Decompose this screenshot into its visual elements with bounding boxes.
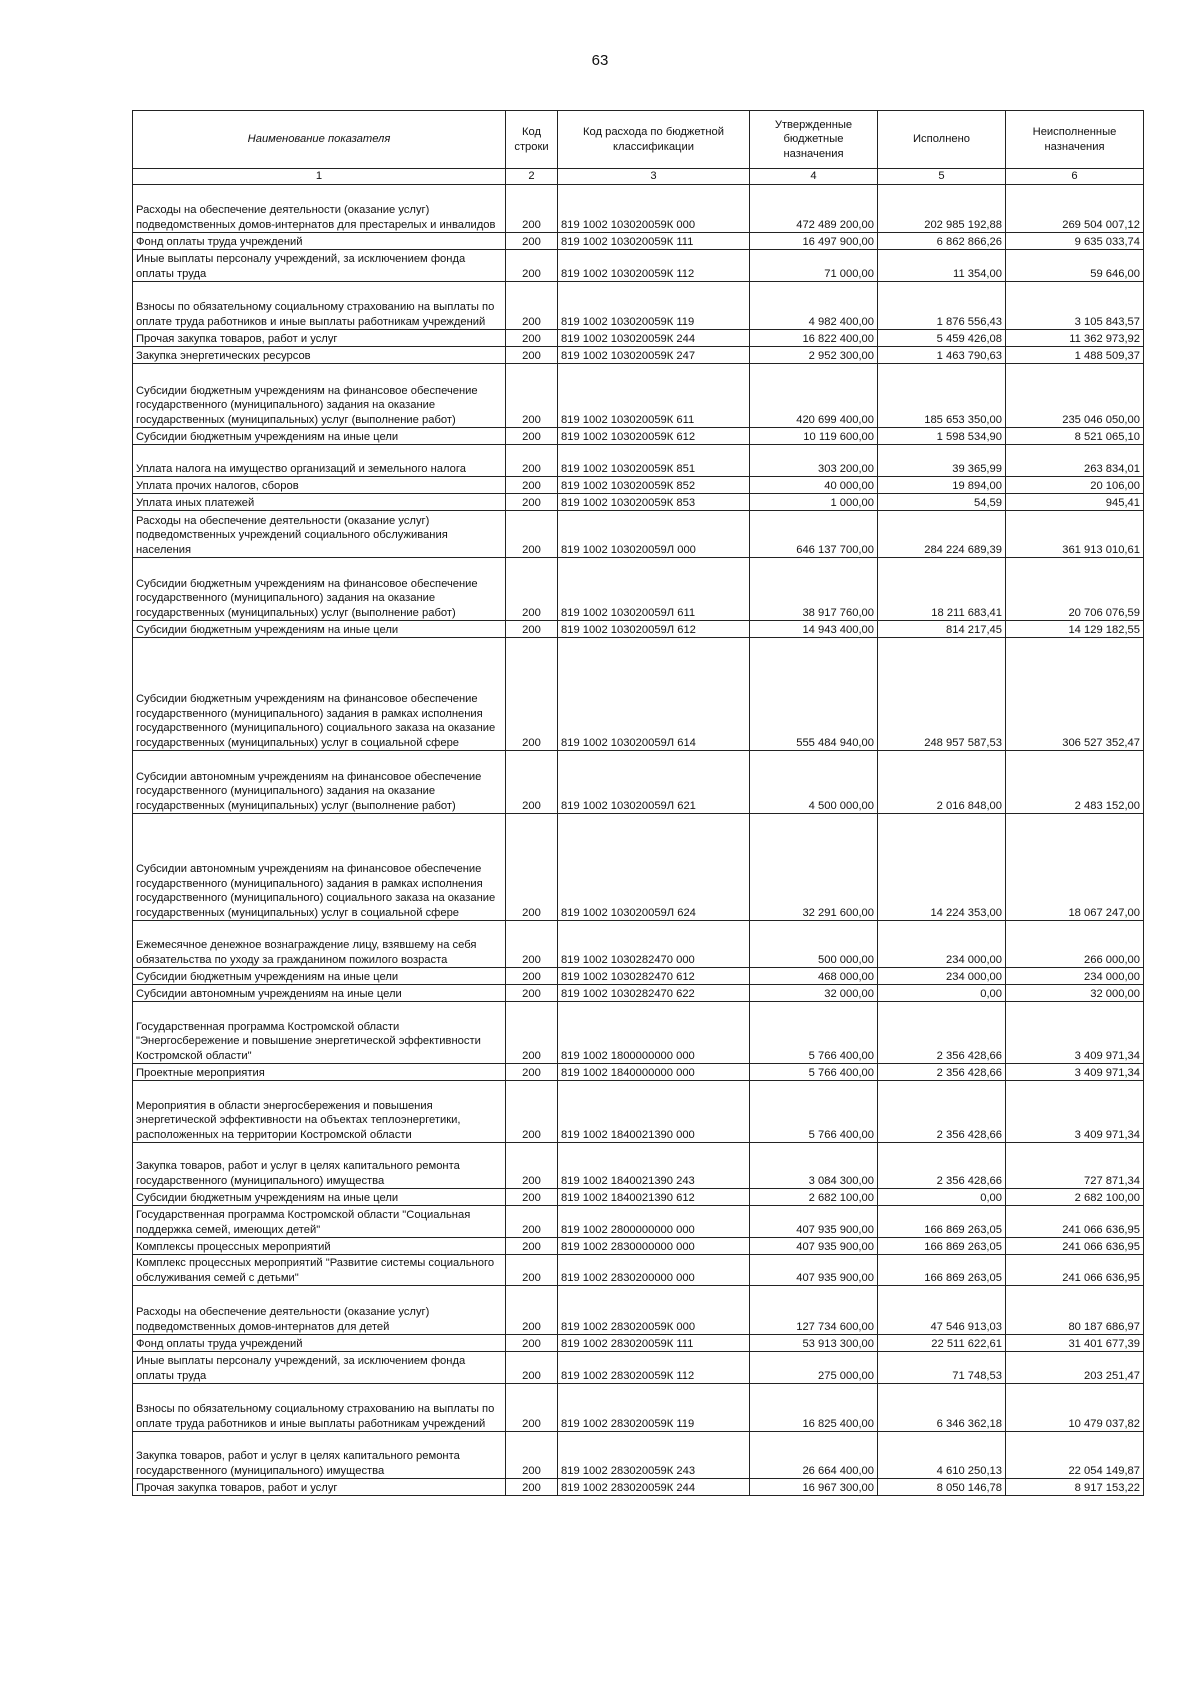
row-classification: 819 1002 103020059Л 614	[558, 638, 750, 751]
row-name: Расходы на обеспечение деятельности (оказание услуг) подведомственных учреждений социального обслуживания населения	[133, 511, 506, 558]
row-approved: 420 699 400,00	[750, 364, 878, 428]
row-classification: 819 1002 283020059К 000	[558, 1286, 750, 1335]
table-row	[133, 968, 1144, 985]
table-row	[133, 445, 1144, 477]
row-name: Субсидии бюджетным учреждениям на финансовое обеспечение государственного (муниципального) задания в рамках исполнения государственного (муниципального) социального заказа на оказание государственных (муниципальных) услуг в социальной сфере	[133, 638, 506, 751]
header-line-code: Код строки	[506, 111, 558, 169]
row-executed: 166 869 263,05	[878, 1238, 1006, 1255]
row-line-code: 200	[506, 233, 558, 250]
row-line-code: 200	[506, 282, 558, 330]
column-number: 5	[878, 169, 1006, 185]
table-row	[133, 985, 1144, 1002]
row-unexecuted: 1 488 509,37	[1006, 347, 1144, 364]
row-executed: 5 459 426,08	[878, 330, 1006, 347]
row-line-code: 200	[506, 250, 558, 282]
row-approved: 32 291 600,00	[750, 814, 878, 921]
header-approved: Утвержденные бюджетные назначения	[750, 111, 878, 169]
row-name: Закупка товаров, работ и услуг в целях капитального ремонта государственного (муниципального) имущества	[133, 1143, 506, 1189]
row-line-code: 200	[506, 558, 558, 621]
row-unexecuted: 263 834,01	[1006, 445, 1144, 477]
row-line-code: 200	[506, 428, 558, 445]
row-name: Фонд оплаты труда учреждений	[133, 233, 506, 250]
row-executed: 202 985 192,88	[878, 185, 1006, 233]
table-row	[133, 1255, 1144, 1286]
row-unexecuted: 306 527 352,47	[1006, 638, 1144, 751]
row-executed: 166 869 263,05	[878, 1206, 1006, 1238]
table-row	[133, 185, 1144, 233]
column-number-row	[133, 169, 1144, 185]
row-executed: 2 016 848,00	[878, 751, 1006, 814]
row-approved: 38 917 760,00	[750, 558, 878, 621]
row-unexecuted: 9 635 033,74	[1006, 233, 1144, 250]
row-executed: 284 224 689,39	[878, 511, 1006, 558]
row-approved: 26 664 400,00	[750, 1432, 878, 1479]
row-classification: 819 1002 2830000000 000	[558, 1238, 750, 1255]
row-line-code: 200	[506, 1255, 558, 1286]
row-name: Государственная программа Костромской области "Энергосбережение и повышение энергетической эффективности Костромской области"	[133, 1002, 506, 1064]
row-unexecuted: 241 066 636,95	[1006, 1255, 1144, 1286]
row-classification: 819 1002 1800000000 000	[558, 1002, 750, 1064]
row-approved: 1 000,00	[750, 494, 878, 511]
row-approved: 407 935 900,00	[750, 1255, 878, 1286]
table-row	[133, 751, 1144, 814]
row-approved: 407 935 900,00	[750, 1238, 878, 1255]
row-unexecuted: 31 401 677,39	[1006, 1335, 1144, 1352]
row-approved: 468 000,00	[750, 968, 878, 985]
row-classification: 819 1002 1030282470 612	[558, 968, 750, 985]
table-header	[133, 111, 1144, 185]
row-executed: 814 217,45	[878, 621, 1006, 638]
row-line-code: 200	[506, 1002, 558, 1064]
row-line-code: 200	[506, 347, 558, 364]
page-number: 63	[591, 52, 609, 69]
row-executed: 2 356 428,66	[878, 1064, 1006, 1081]
row-unexecuted: 361 913 010,61	[1006, 511, 1144, 558]
row-line-code: 200	[506, 1238, 558, 1255]
row-approved: 40 000,00	[750, 477, 878, 494]
row-classification: 819 1002 283020059К 243	[558, 1432, 750, 1479]
table-row	[133, 1384, 1144, 1432]
row-name: Закупка товаров, работ и услуг в целях капитального ремонта государственного (муниципального) имущества	[133, 1432, 506, 1479]
column-number: 6	[1006, 169, 1144, 185]
table-row	[133, 1206, 1144, 1238]
row-unexecuted: 235 046 050,00	[1006, 364, 1144, 428]
row-executed: 54,59	[878, 494, 1006, 511]
row-name: Закупка энергетических ресурсов	[133, 347, 506, 364]
table-row	[133, 921, 1144, 968]
row-name: Взносы по обязательному социальному страхованию на выплаты по оплате труда работников и иные выплаты работникам учреждений	[133, 1384, 506, 1432]
row-name: Уплата иных платежей	[133, 494, 506, 511]
row-line-code: 200	[506, 1189, 558, 1206]
row-approved: 2 952 300,00	[750, 347, 878, 364]
row-name: Субсидии бюджетным учреждениям на финансовое обеспечение государственного (муниципального) задания на оказание государственных (муниципальных) услуг (выполнение работ)	[133, 364, 506, 428]
row-approved: 32 000,00	[750, 985, 878, 1002]
table-row	[133, 233, 1144, 250]
table-row	[133, 638, 1144, 751]
row-classification: 819 1002 2830200000 000	[558, 1255, 750, 1286]
row-line-code: 200	[506, 814, 558, 921]
table-row	[133, 1432, 1144, 1479]
row-approved: 303 200,00	[750, 445, 878, 477]
row-unexecuted: 234 000,00	[1006, 968, 1144, 985]
row-executed: 166 869 263,05	[878, 1255, 1006, 1286]
row-approved: 4 500 000,00	[750, 751, 878, 814]
header-executed: Исполнено	[878, 111, 1006, 169]
row-name: Прочая закупка товаров, работ и услуг	[133, 1479, 506, 1496]
table-row	[133, 1479, 1144, 1496]
row-unexecuted: 266 000,00	[1006, 921, 1144, 968]
header-budget-classification: Код расхода по бюджетной классификации	[558, 111, 750, 169]
table-row	[133, 511, 1144, 558]
row-approved: 71 000,00	[750, 250, 878, 282]
row-unexecuted: 3 105 843,57	[1006, 282, 1144, 330]
row-approved: 10 119 600,00	[750, 428, 878, 445]
row-name: Мероприятия в области энергосбережения и повышения энергетической эффективности на объектах теплоэнергетики, расположенных на территории Костромской области	[133, 1081, 506, 1143]
row-unexecuted: 3 409 971,34	[1006, 1002, 1144, 1064]
table-row	[133, 428, 1144, 445]
row-classification: 819 1002 103020059К 112	[558, 250, 750, 282]
row-approved: 16 967 300,00	[750, 1479, 878, 1496]
row-executed: 1 598 534,90	[878, 428, 1006, 445]
row-line-code: 200	[506, 445, 558, 477]
column-number: 4	[750, 169, 878, 185]
row-classification: 819 1002 103020059К 111	[558, 233, 750, 250]
table-row	[133, 1238, 1144, 1255]
table-row	[133, 1352, 1144, 1384]
table-row	[133, 347, 1144, 364]
row-executed: 22 511 622,61	[878, 1335, 1006, 1352]
table-row	[133, 1335, 1144, 1352]
row-classification: 819 1002 283020059К 112	[558, 1352, 750, 1384]
row-approved: 646 137 700,00	[750, 511, 878, 558]
column-number: 2	[506, 169, 558, 185]
row-approved: 472 489 200,00	[750, 185, 878, 233]
row-name: Взносы по обязательному социальному страхованию на выплаты по оплате труда работников и иные выплаты работникам учреждений	[133, 282, 506, 330]
row-approved: 127 734 600,00	[750, 1286, 878, 1335]
row-executed: 1 463 790,63	[878, 347, 1006, 364]
column-number: 1	[133, 169, 506, 185]
row-classification: 819 1002 103020059Л 611	[558, 558, 750, 621]
row-approved: 555 484 940,00	[750, 638, 878, 751]
row-line-code: 200	[506, 1384, 558, 1432]
row-name: Расходы на обеспечение деятельности (оказание услуг) подведомственных домов-интернатов для престарелых и инвалидов	[133, 185, 506, 233]
row-approved: 5 766 400,00	[750, 1002, 878, 1064]
row-name: Проектные мероприятия	[133, 1064, 506, 1081]
row-approved: 16 497 900,00	[750, 233, 878, 250]
row-unexecuted: 241 066 636,95	[1006, 1238, 1144, 1255]
row-unexecuted: 11 362 973,92	[1006, 330, 1144, 347]
row-executed: 0,00	[878, 985, 1006, 1002]
row-line-code: 200	[506, 985, 558, 1002]
row-line-code: 200	[506, 1206, 558, 1238]
row-name: Субсидии автономным учреждениям на иные цели	[133, 985, 506, 1002]
row-classification: 819 1002 103020059К 853	[558, 494, 750, 511]
row-executed: 1 876 556,43	[878, 282, 1006, 330]
header-unexecuted: Неисполненные назначения	[1006, 111, 1144, 169]
row-unexecuted: 80 187 686,97	[1006, 1286, 1144, 1335]
row-name: Иные выплаты персоналу учреждений, за исключением фонда оплаты труда	[133, 1352, 506, 1384]
row-classification: 819 1002 1840021390 243	[558, 1143, 750, 1189]
row-name: Субсидии бюджетным учреждениям на иные цели	[133, 968, 506, 985]
row-unexecuted: 727 871,34	[1006, 1143, 1144, 1189]
row-line-code: 200	[506, 1064, 558, 1081]
row-executed: 11 354,00	[878, 250, 1006, 282]
row-name: Субсидии автономным учреждениям на финансовое обеспечение государственного (муниципального) задания в рамках исполнения государственного (муниципального) социального заказа на оказание государственных (муниципальных) услуг в социальной сфере	[133, 814, 506, 921]
row-line-code: 200	[506, 1479, 558, 1496]
row-classification: 819 1002 103020059К 612	[558, 428, 750, 445]
row-line-code: 200	[506, 1081, 558, 1143]
row-executed: 2 356 428,66	[878, 1002, 1006, 1064]
table-row	[133, 1064, 1144, 1081]
table-row	[133, 477, 1144, 494]
row-name: Комплекс процессных мероприятий "Развитие системы социального обслуживания семей с детьми"	[133, 1255, 506, 1286]
row-line-code: 200	[506, 511, 558, 558]
row-name: Субсидии бюджетным учреждениям на иные цели	[133, 621, 506, 638]
row-classification: 819 1002 103020059К 244	[558, 330, 750, 347]
row-approved: 5 766 400,00	[750, 1064, 878, 1081]
row-classification: 819 1002 283020059К 244	[558, 1479, 750, 1496]
row-line-code: 200	[506, 1335, 558, 1352]
row-unexecuted: 203 251,47	[1006, 1352, 1144, 1384]
row-executed: 234 000,00	[878, 921, 1006, 968]
row-unexecuted: 14 129 182,55	[1006, 621, 1144, 638]
budget-execution-table	[132, 110, 1144, 1496]
row-unexecuted: 22 054 149,87	[1006, 1432, 1144, 1479]
row-classification: 819 1002 2800000000 000	[558, 1206, 750, 1238]
header-row	[133, 111, 1144, 169]
row-unexecuted: 59 646,00	[1006, 250, 1144, 282]
row-executed: 234 000,00	[878, 968, 1006, 985]
row-executed: 0,00	[878, 1189, 1006, 1206]
row-approved: 53 913 300,00	[750, 1335, 878, 1352]
row-unexecuted: 945,41	[1006, 494, 1144, 511]
row-executed: 18 211 683,41	[878, 558, 1006, 621]
row-approved: 14 943 400,00	[750, 621, 878, 638]
table-row	[133, 1081, 1144, 1143]
row-unexecuted: 2 682 100,00	[1006, 1189, 1144, 1206]
row-unexecuted: 3 409 971,34	[1006, 1081, 1144, 1143]
row-classification: 819 1002 1840021390 000	[558, 1081, 750, 1143]
column-number: 3	[558, 169, 750, 185]
row-unexecuted: 3 409 971,34	[1006, 1064, 1144, 1081]
row-classification: 819 1002 103020059К 000	[558, 185, 750, 233]
table-row	[133, 494, 1144, 511]
row-executed: 2 356 428,66	[878, 1143, 1006, 1189]
row-name: Ежемесячное денежное вознаграждение лицу, взявшему на себя обязательства по уходу за гражданином пожилого возраста	[133, 921, 506, 968]
row-approved: 16 822 400,00	[750, 330, 878, 347]
row-unexecuted: 2 483 152,00	[1006, 751, 1144, 814]
row-classification: 819 1002 103020059К 611	[558, 364, 750, 428]
row-line-code: 200	[506, 621, 558, 638]
table-row	[133, 1189, 1144, 1206]
row-unexecuted: 10 479 037,82	[1006, 1384, 1144, 1432]
table-row	[133, 330, 1144, 347]
row-executed: 14 224 353,00	[878, 814, 1006, 921]
row-line-code: 200	[506, 968, 558, 985]
row-classification: 819 1002 1030282470 000	[558, 921, 750, 968]
header-indicator-name: Наименование показателя	[133, 111, 506, 169]
row-unexecuted: 269 504 007,12	[1006, 185, 1144, 233]
row-classification: 819 1002 103020059Л 624	[558, 814, 750, 921]
row-name: Расходы на обеспечение деятельности (оказание услуг) подведомственных домов-интернатов для детей	[133, 1286, 506, 1335]
table-row	[133, 282, 1144, 330]
row-name: Иные выплаты персоналу учреждений, за исключением фонда оплаты труда	[133, 250, 506, 282]
row-executed: 2 356 428,66	[878, 1081, 1006, 1143]
table-row	[133, 621, 1144, 638]
row-line-code: 200	[506, 1432, 558, 1479]
row-classification: 819 1002 103020059Л 000	[558, 511, 750, 558]
row-executed: 8 050 146,78	[878, 1479, 1006, 1496]
row-unexecuted: 8 521 065,10	[1006, 428, 1144, 445]
row-executed: 39 365,99	[878, 445, 1006, 477]
table-row	[133, 1002, 1144, 1064]
row-approved: 3 084 300,00	[750, 1143, 878, 1189]
row-line-code: 200	[506, 1143, 558, 1189]
row-name: Субсидии автономным учреждениям на финансовое обеспечение государственного (муниципального) задания на оказание государственных (муниципальных) услуг (выполнение работ)	[133, 751, 506, 814]
row-unexecuted: 8 917 153,22	[1006, 1479, 1144, 1496]
table-row	[133, 814, 1144, 921]
row-line-code: 200	[506, 494, 558, 511]
row-unexecuted: 20 106,00	[1006, 477, 1144, 494]
row-approved: 275 000,00	[750, 1352, 878, 1384]
row-approved: 4 982 400,00	[750, 282, 878, 330]
row-classification: 819 1002 103020059Л 621	[558, 751, 750, 814]
row-line-code: 200	[506, 477, 558, 494]
row-line-code: 200	[506, 638, 558, 751]
row-approved: 500 000,00	[750, 921, 878, 968]
row-unexecuted: 32 000,00	[1006, 985, 1144, 1002]
row-executed: 185 653 350,00	[878, 364, 1006, 428]
row-name: Субсидии бюджетным учреждениям на иные цели	[133, 1189, 506, 1206]
table-row	[133, 1143, 1144, 1189]
row-approved: 2 682 100,00	[750, 1189, 878, 1206]
row-classification: 819 1002 103020059К 851	[558, 445, 750, 477]
row-executed: 19 894,00	[878, 477, 1006, 494]
row-line-code: 200	[506, 1352, 558, 1384]
table-row	[133, 364, 1144, 428]
row-executed: 6 862 866,26	[878, 233, 1006, 250]
row-unexecuted: 18 067 247,00	[1006, 814, 1144, 921]
row-name: Комплексы процессных мероприятий	[133, 1238, 506, 1255]
row-executed: 47 546 913,03	[878, 1286, 1006, 1335]
row-line-code: 200	[506, 330, 558, 347]
row-classification: 819 1002 103020059Л 612	[558, 621, 750, 638]
row-line-code: 200	[506, 364, 558, 428]
row-classification: 819 1002 103020059К 247	[558, 347, 750, 364]
table-row	[133, 250, 1144, 282]
row-classification: 819 1002 283020059К 119	[558, 1384, 750, 1432]
row-approved: 5 766 400,00	[750, 1081, 878, 1143]
row-classification: 819 1002 103020059К 119	[558, 282, 750, 330]
row-executed: 4 610 250,13	[878, 1432, 1006, 1479]
row-unexecuted: 20 706 076,59	[1006, 558, 1144, 621]
row-name: Субсидии бюджетным учреждениям на финансовое обеспечение государственного (муниципального) задания на оказание государственных (муниципальных) услуг (выполнение работ)	[133, 558, 506, 621]
row-unexecuted: 241 066 636,95	[1006, 1206, 1144, 1238]
row-line-code: 200	[506, 185, 558, 233]
row-executed: 71 748,53	[878, 1352, 1006, 1384]
row-executed: 248 957 587,53	[878, 638, 1006, 751]
row-name: Уплата налога на имущество организаций и земельного налога	[133, 445, 506, 477]
row-classification: 819 1002 1030282470 622	[558, 985, 750, 1002]
row-classification: 819 1002 103020059К 852	[558, 477, 750, 494]
row-line-code: 200	[506, 921, 558, 968]
row-name: Уплата прочих налогов, сборов	[133, 477, 506, 494]
row-name: Государственная программа Костромской области "Социальная поддержка семей, имеющих детей"	[133, 1206, 506, 1238]
row-classification: 819 1002 1840021390 612	[558, 1189, 750, 1206]
row-name: Фонд оплаты труда учреждений	[133, 1335, 506, 1352]
row-approved: 16 825 400,00	[750, 1384, 878, 1432]
row-line-code: 200	[506, 1286, 558, 1335]
row-name: Субсидии бюджетным учреждениям на иные цели	[133, 428, 506, 445]
row-classification: 819 1002 283020059К 111	[558, 1335, 750, 1352]
row-line-code: 200	[506, 751, 558, 814]
table-body	[133, 185, 1144, 1496]
table-row	[133, 558, 1144, 621]
row-executed: 6 346 362,18	[878, 1384, 1006, 1432]
row-name: Прочая закупка товаров, работ и услуг	[133, 330, 506, 347]
row-approved: 407 935 900,00	[750, 1206, 878, 1238]
table-row	[133, 1286, 1144, 1335]
row-classification: 819 1002 1840000000 000	[558, 1064, 750, 1081]
